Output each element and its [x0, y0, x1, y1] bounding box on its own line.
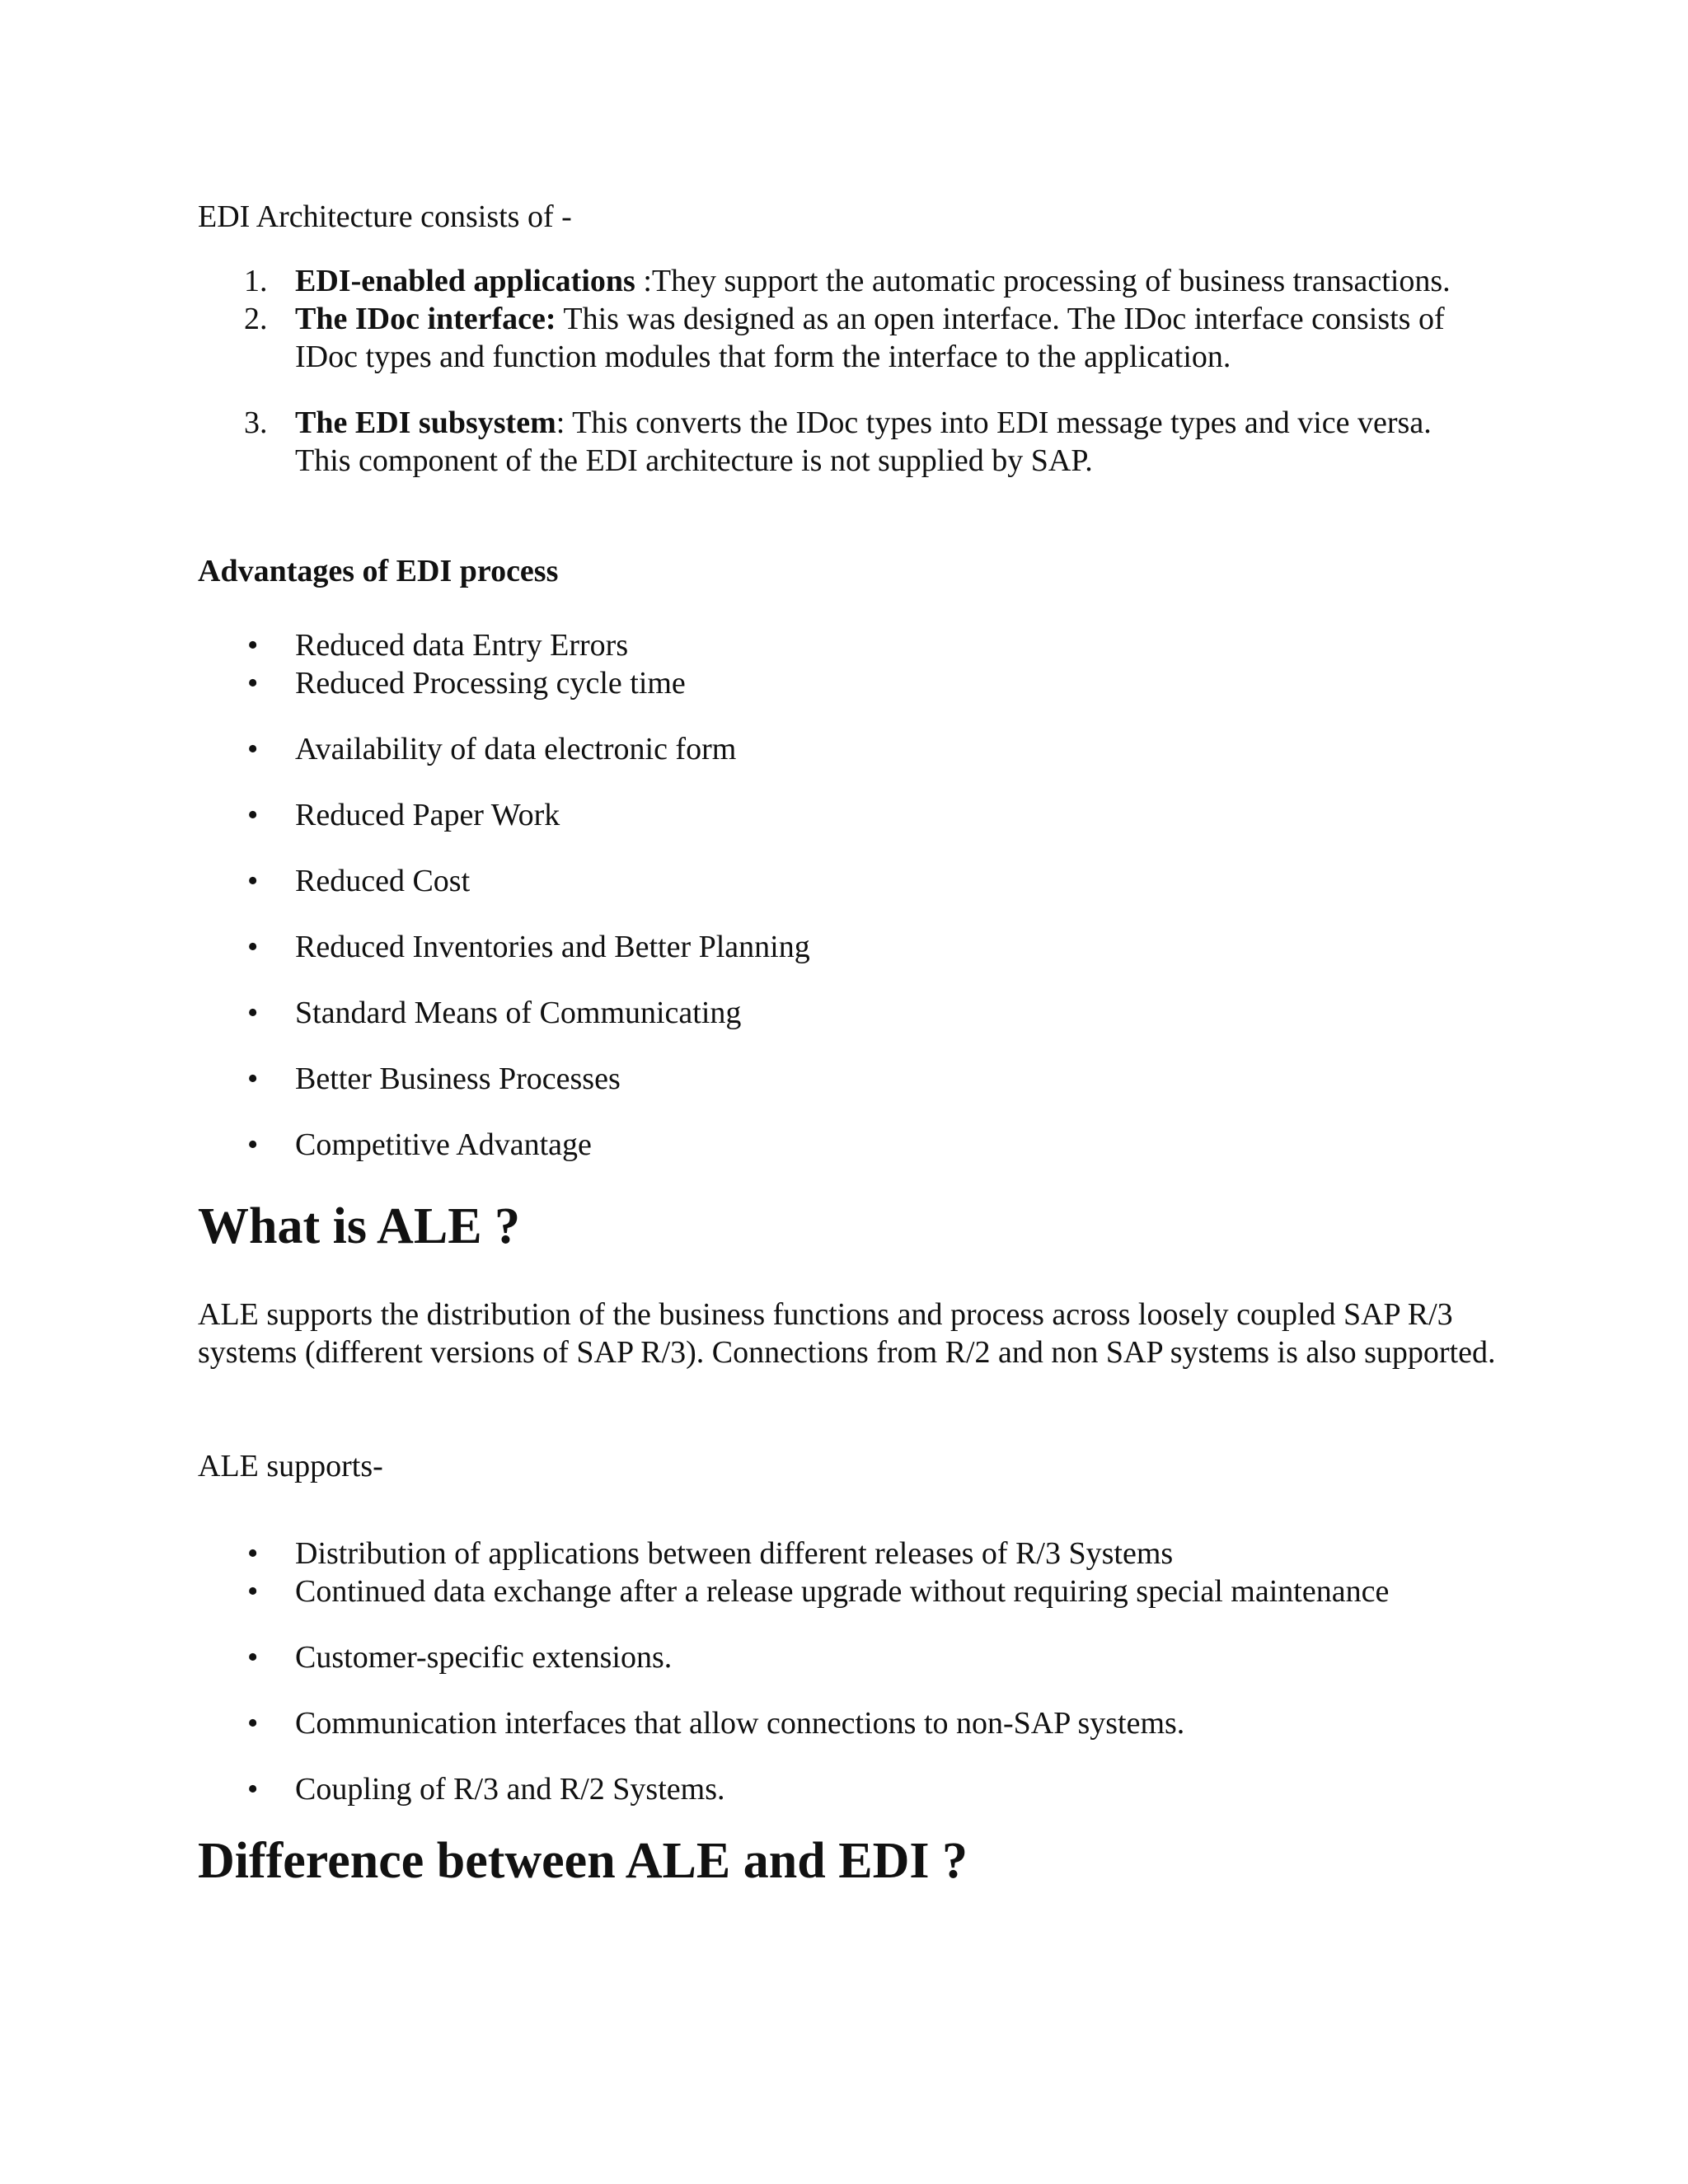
list-item — [198, 664, 1533, 702]
list-item-text: Better Business Processes — [295, 1062, 621, 1096]
list-item — [198, 1060, 1533, 1098]
list-item-text: Reduced Inventories and Better Planning — [295, 930, 810, 964]
list-item — [198, 1572, 1533, 1610]
bullet-icon: • — [247, 798, 259, 832]
bullet-icon: • — [247, 628, 259, 663]
list-item — [198, 928, 1533, 966]
bullet-icon: • — [247, 732, 259, 766]
bullet-icon: • — [247, 930, 259, 964]
ale-supports-list — [198, 1535, 1533, 1808]
bullet-icon: • — [247, 1706, 259, 1741]
list-item — [198, 262, 1484, 300]
bullet-icon: • — [247, 996, 259, 1030]
difference-heading: Difference between ALE and EDI ? — [198, 1833, 968, 1889]
list-item — [198, 1704, 1533, 1742]
item-description: This was designed as an open interface. The IDoc interface consists of IDoc types and function modules that form the interface to the application. — [295, 302, 1445, 374]
list-item-text: Standard Means of Communicating — [295, 996, 742, 1030]
list-item — [198, 1126, 1533, 1164]
list-item-text: Reduced Processing cycle time — [295, 666, 686, 701]
edi-components-list — [198, 262, 1484, 480]
ale-description: ALE supports the distribution of the business functions and process across loosely coupled SAP R/3 systems (different versions of SAP R/3). Connections from R/2 and non SAP systems is also supported. — [198, 1297, 1496, 1370]
list-number: 1. — [244, 264, 268, 298]
list-item — [198, 1638, 1533, 1676]
bullet-icon: • — [247, 1640, 259, 1675]
item-term: The EDI subsystem — [295, 405, 556, 440]
list-item — [198, 404, 1484, 480]
ale-supports-label: ALE supports- — [198, 1449, 383, 1483]
item-description: : This converts the IDoc types into EDI message types and vice versa. This component of the EDI architecture is not supplied by SAP. — [295, 405, 1432, 478]
list-item-text: Competitive Advantage — [295, 1127, 592, 1162]
item-term: EDI-enabled applications — [295, 264, 635, 298]
list-item — [198, 796, 1533, 834]
list-item — [198, 862, 1533, 900]
list-number: 2. — [244, 302, 268, 336]
list-item-text: Communication interfaces that allow connections to non-SAP systems. — [295, 1706, 1185, 1741]
bullet-icon: • — [247, 1574, 259, 1609]
list-item — [198, 626, 1533, 664]
bullet-icon: • — [247, 1062, 259, 1096]
list-item — [198, 1770, 1533, 1808]
list-item — [198, 730, 1533, 768]
intro-text: EDI Architecture consists of - — [198, 199, 572, 234]
bullet-icon: • — [247, 1536, 259, 1571]
list-number: 3. — [244, 405, 268, 440]
list-item — [198, 300, 1484, 376]
advantages-heading: Advantages of EDI process — [198, 554, 559, 588]
list-item — [198, 1535, 1533, 1572]
ale-heading: What is ALE ? — [198, 1198, 521, 1254]
advantages-list — [198, 626, 1533, 1164]
list-item — [198, 994, 1533, 1032]
bullet-icon: • — [247, 864, 259, 898]
bullet-icon: • — [247, 666, 259, 701]
bullet-icon: • — [247, 1127, 259, 1162]
list-item-text: Continued data exchange after a release upgrade without requiring special maintenance — [295, 1574, 1390, 1609]
item-term: The IDoc interface: — [295, 302, 556, 336]
list-item-text: Distribution of applications between different releases of R/3 Systems — [295, 1536, 1174, 1571]
item-description: :They support the automatic processing of business transactions. — [635, 264, 1451, 298]
list-item-text: Reduced Cost — [295, 864, 471, 898]
list-item-text: Coupling of R/3 and R/2 Systems. — [295, 1772, 725, 1807]
list-item-text: Reduced Paper Work — [295, 798, 560, 832]
list-item-text: Customer-specific extensions. — [295, 1640, 673, 1675]
list-item-text: Reduced data Entry Errors — [295, 628, 629, 663]
list-item-text: Availability of data electronic form — [295, 732, 737, 766]
bullet-icon: • — [247, 1772, 259, 1807]
